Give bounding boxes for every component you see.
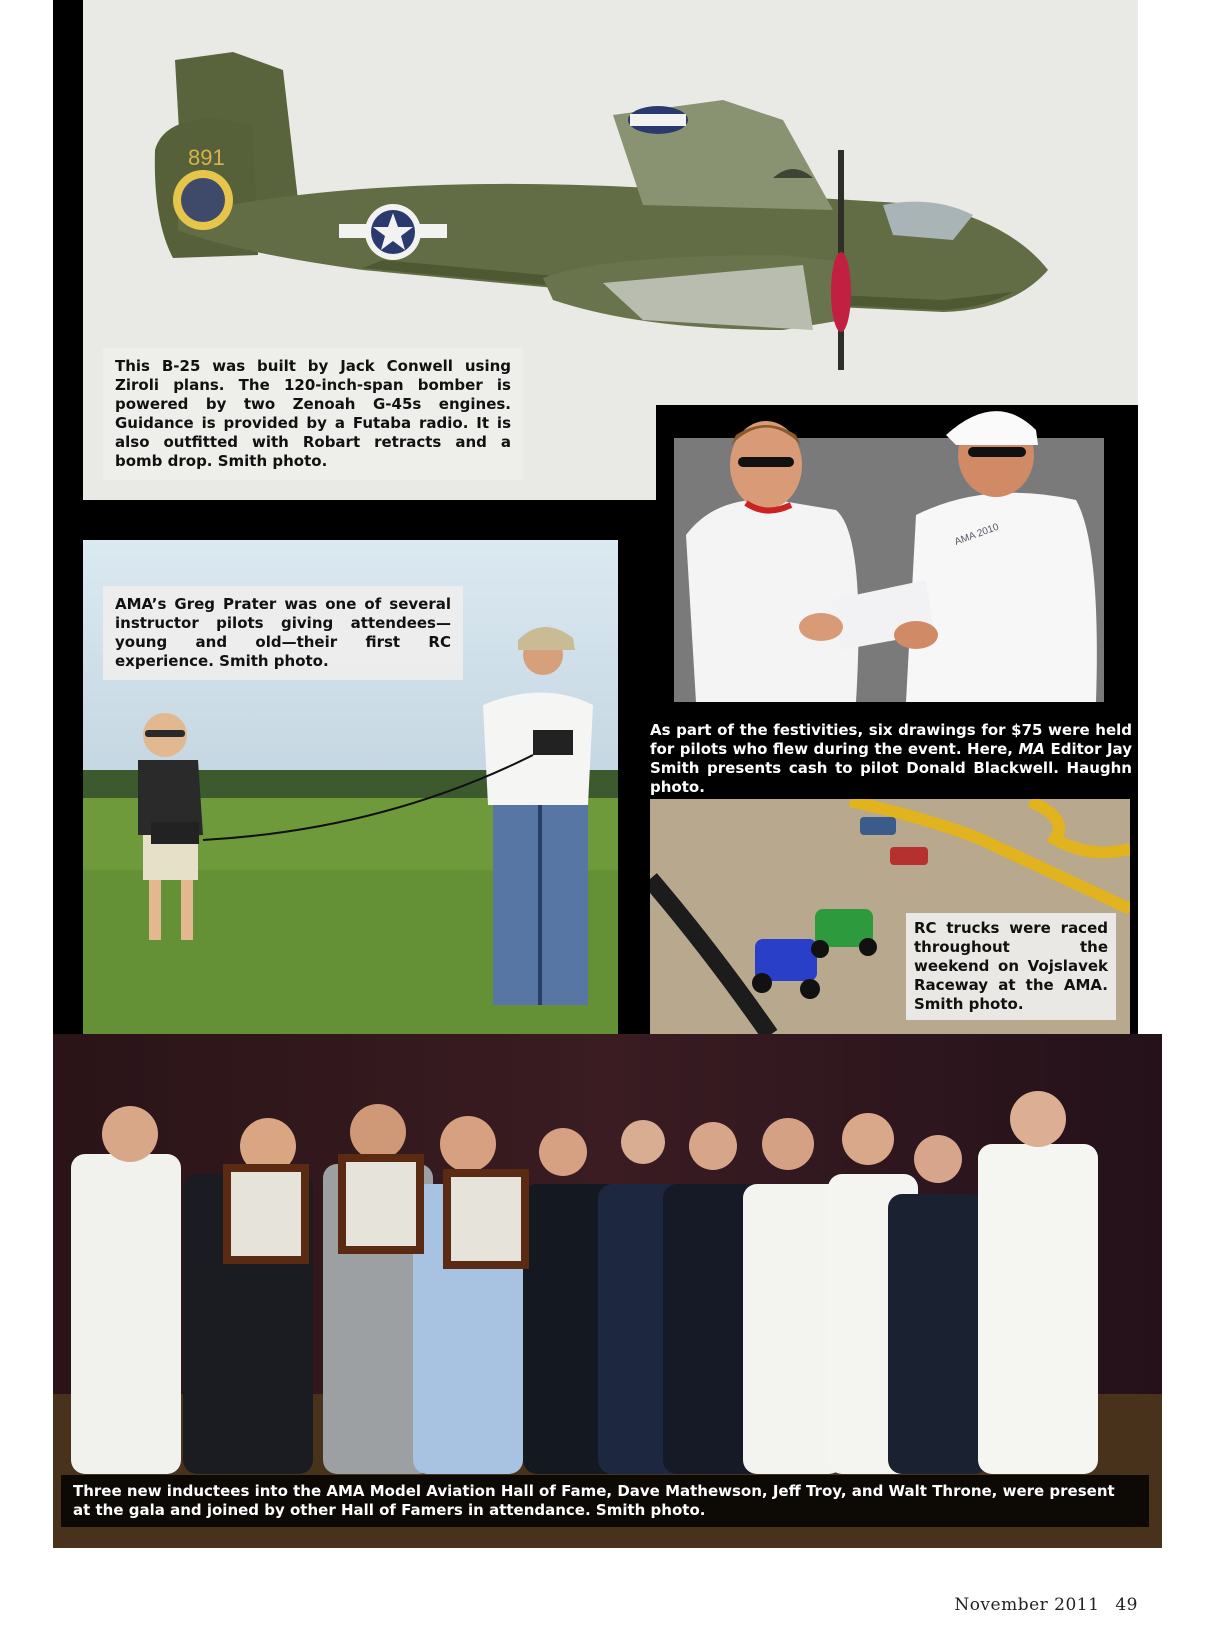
handshake-caption-prefix: As part of the festivities, six drawings for $75 were held for pilots who flew during the event. Here, <box>650 721 1132 758</box>
issue-date: November 2011 <box>954 1595 1100 1615</box>
hall-of-fame-caption: Three new inductees into the AMA Model Aviation Hall of Fame, Dave Mathewson, Jeff Troy, and Walt Throne, were present at the gala and joined by other Hall of Famers in attendance. Smith photo. <box>61 1475 1149 1527</box>
hall-of-fame-photo <box>53 1034 1162 1548</box>
handshake-caption-italic: MA <box>1018 740 1046 758</box>
handshake-photo <box>656 405 1138 702</box>
trucks-caption: RC trucks were raced throughout the weekend on Vojslavek Raceway at the AMA. Smith photo. <box>906 913 1116 1020</box>
instructor-caption: AMA’s Greg Prater was one of several instructor pilots giving attendees—young and old—their first RC experience. Smith photo. <box>103 586 463 680</box>
cap-logo-text: AMA 2010 <box>953 521 1001 548</box>
tail-number-text: 891 <box>188 145 225 170</box>
trucks-photo <box>650 799 1130 1035</box>
b25-caption: This B-25 was built by Jack Conwell using Ziroli plans. The 120-inch-span bomber is powered by two Zenoah G-45s engines. Guidance is provided by a Futaba radio. It is also outfitted with Robart retracts and a bomb drop. Smith photo. <box>103 348 523 480</box>
handshake-caption <box>650 721 1132 797</box>
page-number: 49 <box>1115 1595 1138 1615</box>
page-footer <box>954 1595 1138 1615</box>
handshake-caption-suffix: Editor Jay Smith presents cash to pilot Donald Blackwell. Haughn photo. <box>650 740 1132 796</box>
instructor-photo <box>83 540 618 1035</box>
